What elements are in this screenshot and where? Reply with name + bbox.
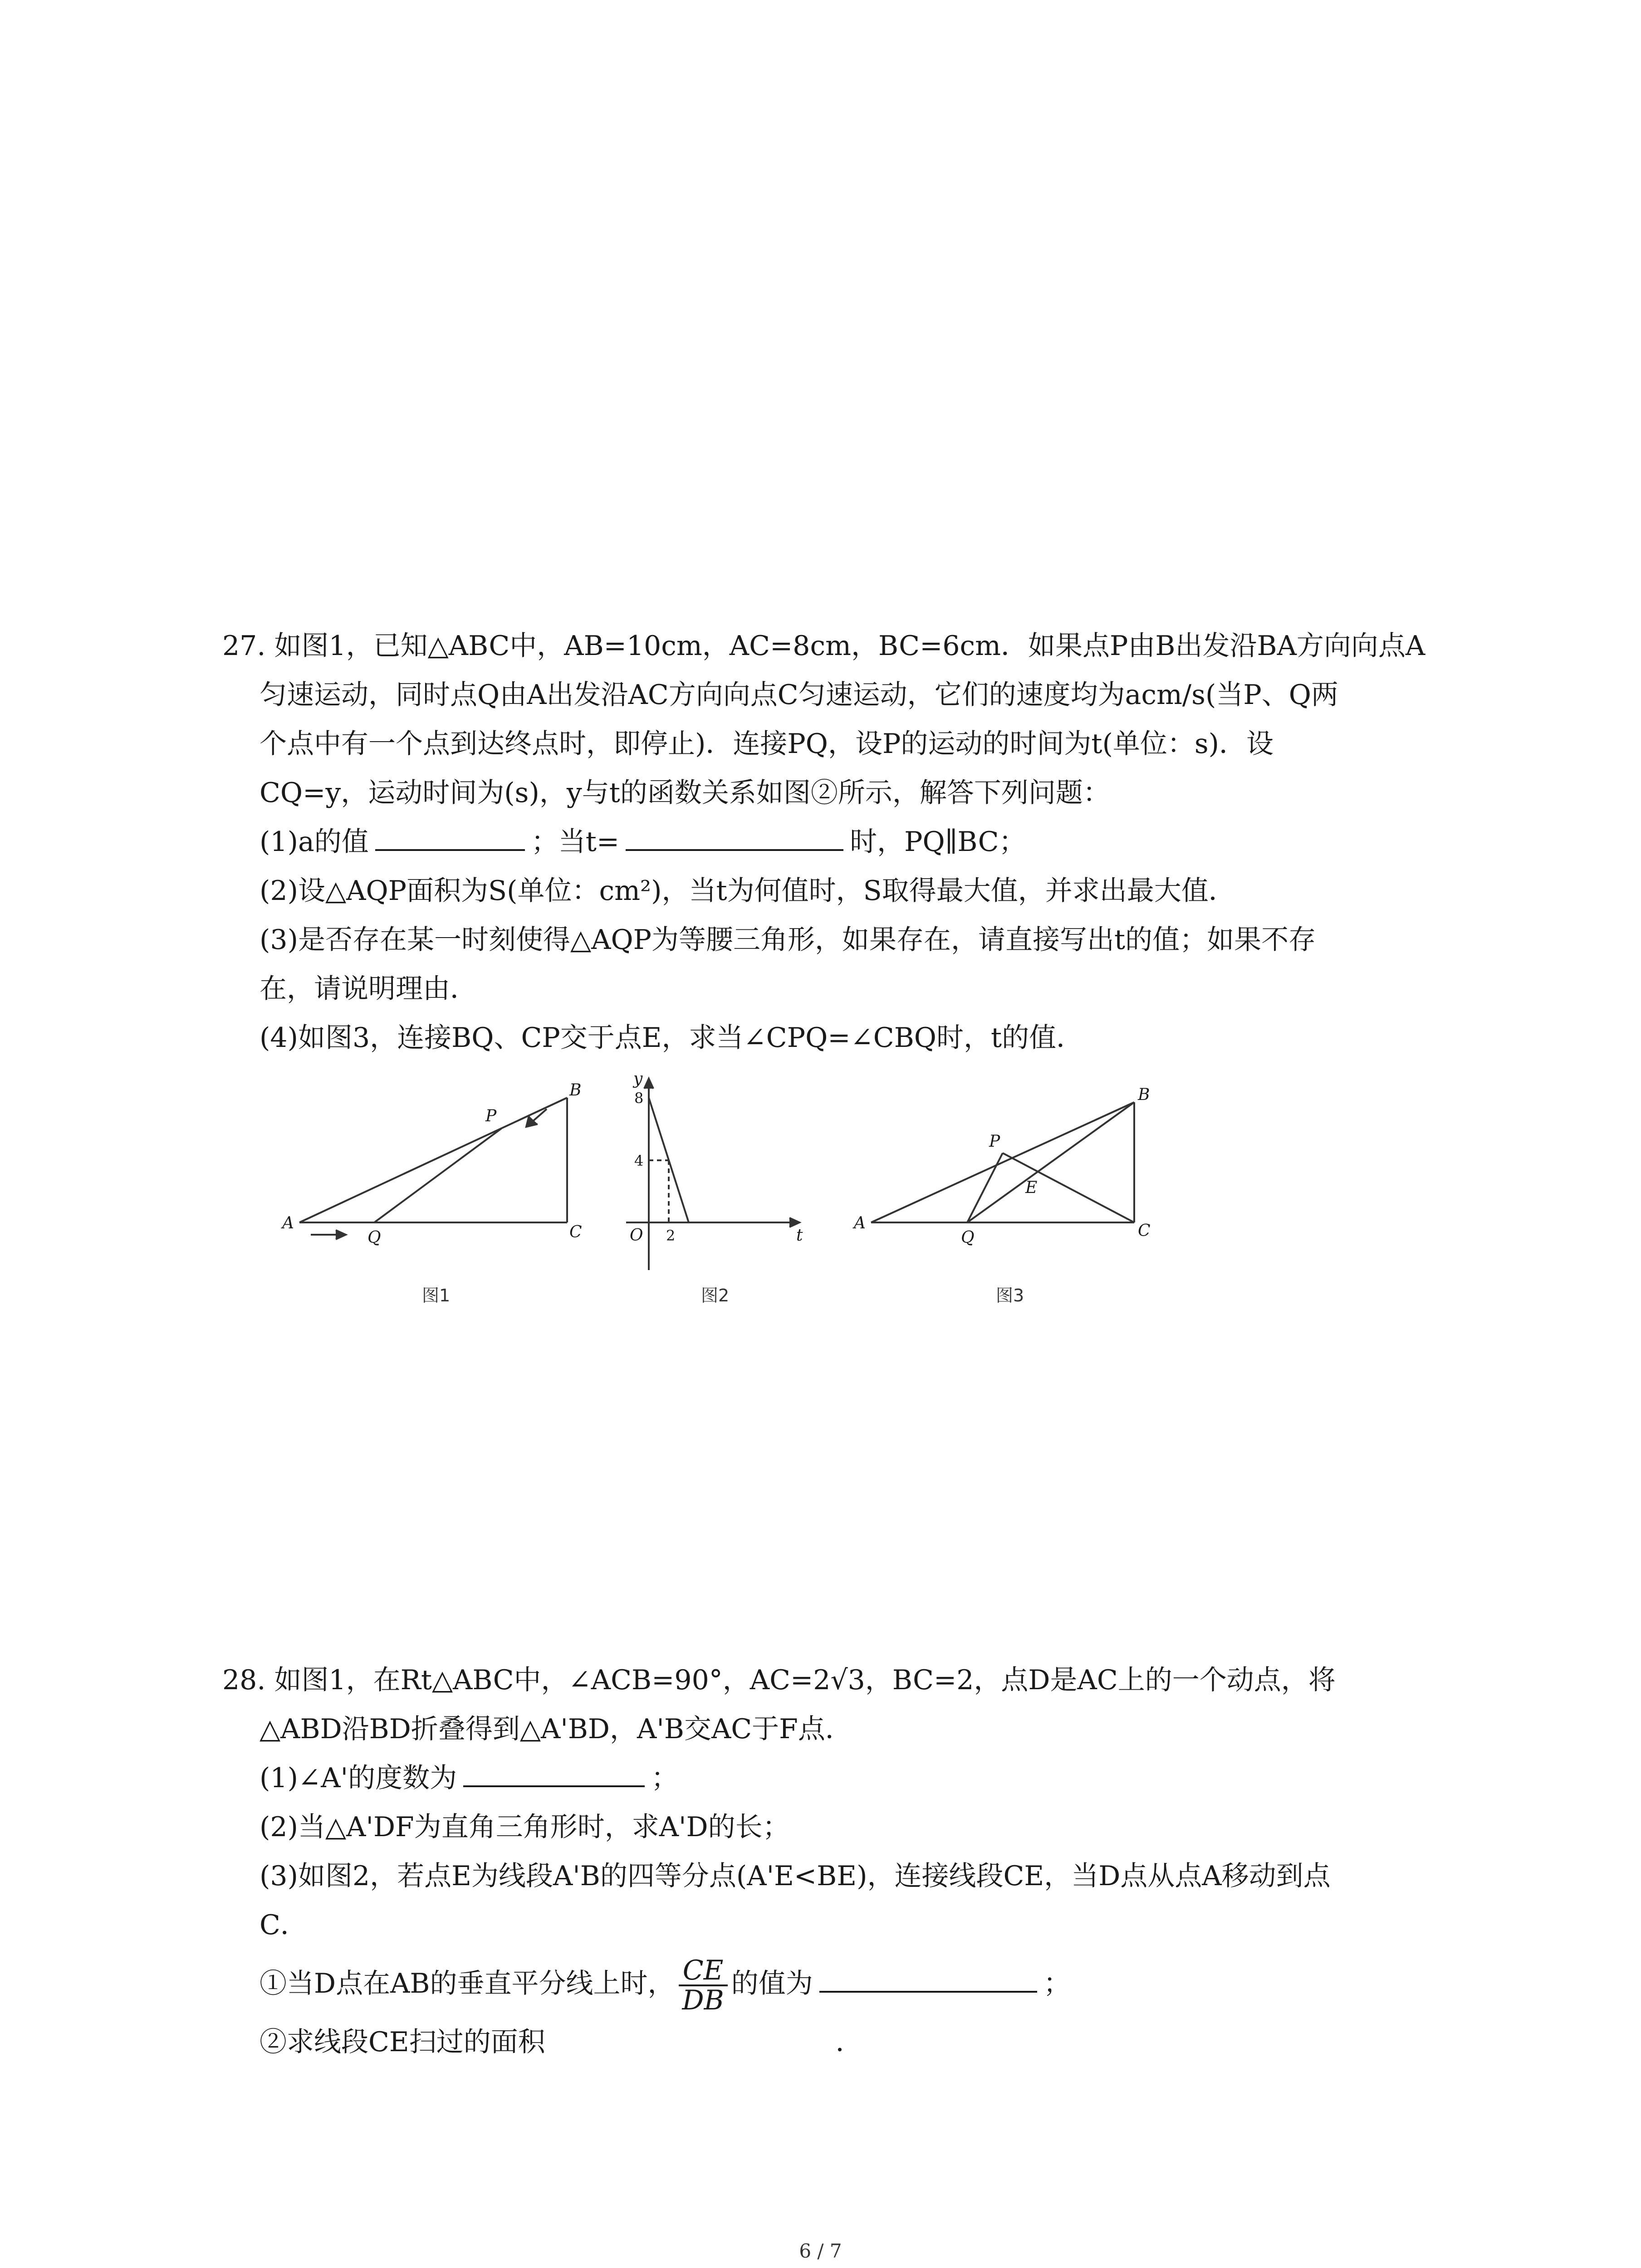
q28-part-1 [222,1754,1456,1803]
q28-line-1: 28. 如图1，在Rt△ABC中，∠ACB=90°，AC=2√3，BC=2，点D是AC上的一个动点，将 [222,1664,1336,1696]
page-number: 6 / 7 [799,2240,842,2262]
q27-part-3a: (3)是否存在某一时刻使得△AQP为等腰三角形，如果存在，请直接写出t的值；如果不存 [260,924,1316,956]
q27-part-1 [222,817,1456,866]
q28-sub-2 [222,2018,1456,2067]
q28-s1-text-b: 的值为 [731,1968,813,1999]
fig3-label-p: P [989,1132,1000,1151]
q27-line-2: 匀速运动，同时点Q由A出发沿AC方向向点C匀速运动，它们的速度均为acm/s(当P、Q两 [260,679,1338,711]
q27-part-3b: 在，请说明理由． [260,973,477,1005]
fig3-label-c: C [1138,1222,1151,1240]
fig3-label-q: Q [961,1228,975,1247]
fig1-side-ab [299,1098,567,1222]
figure-2-graph [617,1061,808,1288]
fig2-label-t: t [796,1226,803,1245]
q27-p1-text-b: ；当t= [531,826,620,858]
q27-figures [272,1061,1180,1315]
q28-sub-1 [222,1950,1456,2018]
figure-1-triangle [272,1061,590,1261]
fig2-tick-8: 8 [634,1090,644,1107]
fig3-label-b: B [1138,1085,1150,1104]
fig2-x-arrowhead [789,1218,799,1227]
figure-3-triangle [844,1061,1180,1261]
fig1-label-b: B [569,1081,582,1100]
q28-part-3b: C． [260,1909,308,1941]
fig1-label-c: C [569,1223,582,1242]
question-27 [222,621,1456,1062]
q27-part-2: (2)设△AQP面积为S(单位：cm²)，当t为何值时，S取得最大值，并求出最大值． [260,875,1236,907]
fig3-caption: 图3 [996,1286,1024,1305]
fig1-label-q: Q [367,1228,381,1247]
fig2-tick-4: 4 [634,1152,644,1169]
q27-p1-answer-blank-b[interactable] [626,822,843,851]
q28-s1-text-c: ； [1043,1968,1071,1999]
fig2-tick-2: 2 [666,1227,676,1244]
fig1-segment-pq [374,1129,501,1222]
q28-p1-text-b: ； [651,1762,679,1794]
fig1-label-a: A [282,1214,294,1232]
fig3-segment-bq [967,1102,1134,1222]
q28-p1-text-a: (1)∠A'的度数为 [260,1762,457,1794]
fig1-caption: 图1 [422,1286,451,1305]
q28-part-2: (2)当△A'DF为直角三角形时，求A'D的长； [260,1811,790,1843]
fig3-segment-pq [967,1153,1003,1222]
fig3-label-a: A [854,1214,866,1232]
fig2-label-y: y [633,1070,643,1088]
fig2-caption: 图2 [701,1286,730,1305]
q28-s1-text-a: ①当D点在AB的垂直平分线上时， [260,1968,675,1999]
fig3-label-e: E [1025,1178,1038,1197]
q27-line-4: CQ=y，运动时间为(s)，y与t的函数关系如图②所示，解答下列问题： [260,777,1110,809]
q27-line-1: 27. 如图1，已知△ABC中，AB=10cm，AC=8cm，BC=6cm．如果点P由B出发沿BA方向向点A [222,630,1425,662]
fig1-arrowhead-a [336,1230,346,1239]
q28-s1-denominator: DB [682,1984,724,2017]
fig3-segment-cp [1003,1153,1134,1222]
q28-s2-text-b: ． [835,2026,863,2058]
q27-p1-text-a: (1)a的值 [260,826,369,858]
fig3-side-ab [871,1102,1134,1222]
q28-p1-answer-blank[interactable] [463,1758,645,1787]
q28-s1-answer-blank[interactable] [819,1964,1037,1993]
question-28 [222,1656,1456,2067]
q28-line-2: △ABD沿BD折叠得到△A'BD，A'B交AC于F点． [260,1713,852,1745]
q27-p1-text-c: 时，PQ∥BC； [850,826,1026,858]
q28-part-3a: (3)如图2，若点E为线段A'B的四等分点(A'E<BE)，连接线段CE，当D点从点A移动到点 [260,1860,1331,1892]
q28-s1-fraction [679,1955,728,2017]
q27-p1-answer-blank-a[interactable] [375,822,525,851]
q27-part-4: (4)如图3，连接BQ、CP交于点E，求当∠CPQ=∠CBQ时，t的值． [260,1022,1084,1054]
fig2-y-arrowhead [644,1079,653,1089]
q27-line-3: 个点中有一个点到达终点时，即停止)．连接PQ，设P的运动的时间为t(单位：s)．设 [260,728,1274,760]
q28-s1-numerator: CE [679,1956,728,1986]
q28-s2-text-a: ②求线段CE扫过的面积 [260,2026,545,2058]
fig1-label-p: P [485,1107,497,1125]
fig2-label-o: O [630,1226,643,1245]
